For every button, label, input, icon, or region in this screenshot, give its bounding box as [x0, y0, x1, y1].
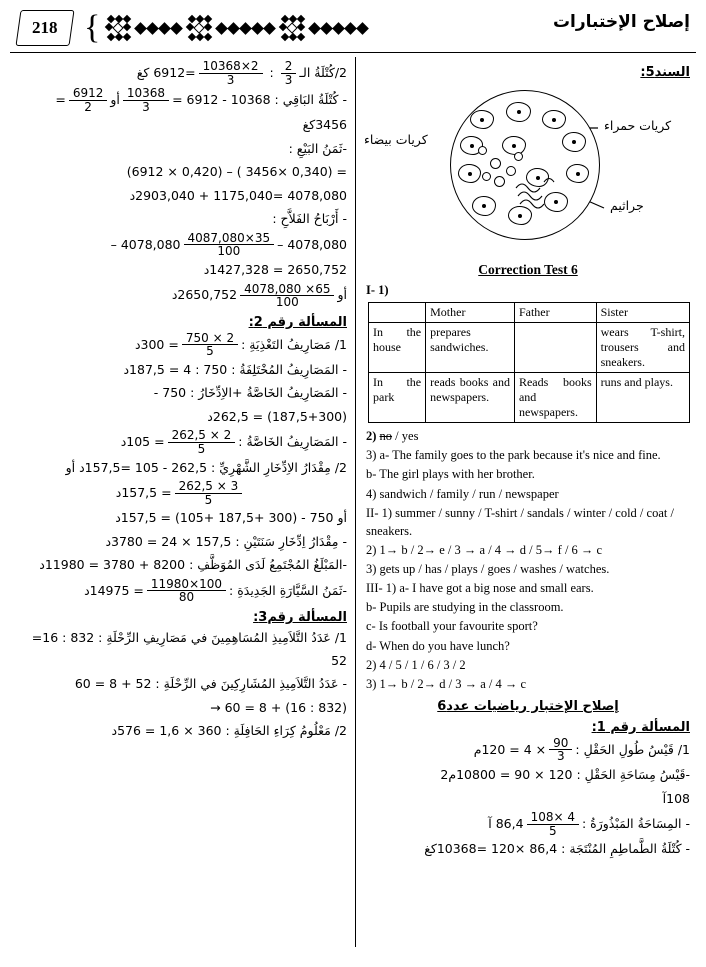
label-germs: جراثيم — [610, 198, 644, 213]
continued-solution — [14, 60, 347, 309]
english-answers — [366, 427, 690, 693]
fraction-denominator: 80 — [178, 590, 195, 605]
white-blood-cell — [482, 172, 491, 181]
fraction-6912-2 — [69, 87, 108, 113]
p2-line-7-tail: = 157,5د — [115, 484, 172, 500]
red-blood-cell — [542, 110, 566, 129]
cell-park-sister: runs and plays. — [596, 373, 689, 423]
source-label: السند5: — [640, 65, 690, 80]
table-row — [369, 323, 690, 373]
problem-2-title: المسألة رقم 2: — [248, 314, 347, 330]
page-title: إصلاح الإختبارات — [552, 12, 690, 32]
answer-III-2: 2) 4 / 5 / 1 / 6 / 3 / 2 — [366, 657, 466, 672]
germ-shapes — [514, 174, 570, 210]
cell-park-father: Reads books and newspapers. — [514, 373, 596, 423]
fraction-denominator: 5 — [548, 823, 557, 838]
left-column — [10, 57, 356, 947]
fraction-100x11980-80 — [147, 578, 226, 604]
cell-house-mother: prepares sandwiches. — [426, 323, 515, 373]
p1-line-3 — [366, 811, 690, 837]
fraction-numerator: 6912 — [69, 87, 108, 101]
p2-line-7 — [14, 480, 347, 506]
red-blood-cell — [502, 136, 526, 155]
fraction-90-3 — [549, 737, 572, 763]
p2-line-5-label: - المَصَارِيفُ الخَاصَّةُ : — [238, 434, 347, 450]
lc-line-4: -ثَمَنُ البَيْعِ : — [288, 140, 347, 156]
profit-line-3-tail: 2650,752د — [171, 287, 238, 303]
fraction-4x108-5 — [527, 811, 579, 837]
lc-line-2-label: - كُتْلَةُ البَاقِي : 10368 - 6912 = — [172, 92, 347, 108]
fraction-numerator: 10368 — [123, 87, 169, 101]
answer-II-3: 3) gets up / has / plays / goes / washes / watches. — [366, 562, 610, 576]
fraction-numerator: 90 — [549, 737, 572, 751]
ornament-block-1 — [280, 16, 304, 40]
header-divider — [10, 52, 696, 53]
fraction-numerator: 3 × 262,5 — [175, 480, 243, 494]
p2-line-1-tail: = 300د — [134, 336, 179, 352]
content-columns — [10, 57, 696, 947]
fraction-numerator: 2×10368 — [199, 60, 263, 74]
fraction-2x10368-3 — [199, 60, 263, 86]
problem-1-solution — [366, 737, 690, 861]
profit-line-1-lead: 4078,080 – — [277, 236, 347, 252]
fraction-10368-3 — [123, 87, 169, 113]
fraction-numerator: 65× 4078,080 — [240, 283, 334, 297]
answer-II-2: 2) 1→ b / 2→ e / 3 → a / 4 → d / 5→ f / 6 → c — [366, 542, 603, 557]
lc-line-2-eq: = — [55, 92, 66, 108]
answer-III-1d: d- When do you have lunch? — [366, 638, 510, 653]
p2-line-1-label: 1/ مَصَارِيفُ التَغْذِيَةِ : — [241, 336, 347, 352]
p2-line-5-tail: = 105د — [120, 434, 165, 450]
correction-test-title: Correction Test 6 — [478, 262, 578, 277]
fraction-2-3 — [281, 60, 297, 86]
answer-4: 4) sandwich / family / run / newspaper — [366, 486, 559, 501]
p1-line-3-tail: 86,4 آ — [488, 815, 524, 831]
table-header-mother: Mother — [426, 303, 515, 323]
answer-III-3: 3) 1→ b / 2→ d / 3 → a / 4 → c — [366, 676, 527, 691]
header-ornament-left — [84, 9, 367, 46]
profit-line-3-lead: أو — [337, 287, 347, 303]
problem-2-solution — [14, 332, 347, 604]
lc-line-1-colon: : — [265, 64, 278, 80]
lc-line-2-or: أو — [110, 92, 120, 108]
answer-2-strike: no — [379, 429, 393, 444]
p2-line-4: (187,5+300) = 262,5د — [207, 408, 347, 424]
lc-line-1-tail: =6912 كغ — [136, 64, 196, 80]
table-header-sister: Sister — [596, 303, 689, 323]
profit-line-1-tail: 4078,080 – — [110, 236, 181, 252]
fraction-35x4087080-100 — [184, 232, 275, 258]
page-number: 218 — [32, 18, 58, 37]
white-blood-cell — [514, 152, 523, 161]
label-red-cells: كريات حمراء — [604, 118, 672, 133]
p2-line-11 — [14, 578, 347, 604]
profit-line-1 — [14, 232, 347, 258]
ornament-brace: } — [84, 9, 101, 46]
math-test-correction-title: إصلاح الإختبار رياضيات عدد6 — [437, 698, 619, 714]
right-column — [356, 57, 696, 947]
p1-line-1-label: 1/ قَيْسُ طُولِ الحَقْلِ : — [575, 741, 690, 757]
red-blood-cell — [470, 110, 494, 129]
lc-line-2 — [14, 87, 347, 113]
page-header — [10, 6, 696, 50]
profit-line-3 — [14, 283, 347, 309]
fraction-denominator: 3 — [142, 99, 150, 114]
fraction-numerator: 35×4087,080 — [184, 232, 275, 246]
red-blood-cell — [562, 132, 586, 152]
red-blood-cell — [472, 196, 496, 216]
p3-line-1: 1/ عَدَدُ التَّلاَمِيذِ المُسَاهِمِينَ في مَصَارِيفِ الرِّحْلَةِ : 832 : 16= 52 — [31, 630, 347, 668]
p2-line-2: - المَصَارِيفُ المُخْتَلِفَةُ : 750 : 4 = 187,5د — [123, 361, 347, 377]
fraction-numerator: 2 × 262,5 — [168, 429, 236, 443]
fraction-denominator: 100 — [275, 295, 299, 310]
profit-line-2: 2650,752 = 1427,328د — [203, 262, 347, 278]
label-white-cells: كريات بيضاء — [364, 132, 428, 147]
fraction-3x2625-5 — [175, 480, 243, 506]
p2-line-11-tail: = 14975د — [84, 582, 144, 598]
lc-line-3: 3456كغ — [302, 117, 347, 133]
fraction-denominator: 5 — [206, 344, 214, 359]
fraction-denominator: 3 — [556, 749, 565, 764]
p2-line-5 — [14, 429, 347, 455]
row-label-park: In the park — [369, 373, 426, 423]
p1-line-4: - كُتْلَةُ الطَّماطِمِ المُنْتَجَة : 86,4 ×120 =10368كغ — [424, 841, 690, 857]
family-activities-table — [368, 302, 690, 423]
cell-house-father — [514, 323, 596, 373]
fraction-numerator: 2 — [281, 60, 297, 74]
problem-3-solution — [14, 627, 347, 743]
answer-III-1b: b- Pupils are studying in the classroom. — [366, 600, 564, 615]
fraction-denominator: 3 — [284, 72, 293, 87]
cell-house-sister: wears T-shirt, trousers and sneakers. — [596, 323, 689, 373]
p1-line-1-tail: × 4 = 120م — [473, 741, 547, 757]
answer-III-1a: III- 1) a- I have got a big nose and small ears. — [366, 581, 594, 596]
problem-3-title: المسألة رقم3: — [253, 610, 347, 625]
lc-line-1 — [14, 60, 347, 86]
p3-line-2: - عَدَدُ التَّلاَمِيذِ المُشَارِكِينَ في الرِّحْلَةِ : 52 + 8 = 60 — [74, 676, 347, 691]
p2-line-6: 2/ مِقْدَارُ الاِدِّخَارِ الشَّهْرِيِّ : 262,5 - 105 =157,5د أو — [65, 459, 347, 475]
section-I-label: I- 1) — [366, 283, 389, 297]
answer-3b: b- The girl plays with her brother. — [366, 467, 535, 482]
fraction-denominator: 100 — [217, 244, 241, 259]
red-blood-cell — [506, 102, 531, 122]
white-blood-cell — [478, 146, 487, 155]
ornament-block-3 — [106, 16, 130, 40]
table-header-blank — [369, 303, 426, 323]
lc-line-6: 4078,080 =1175,040 + 2903,040د — [129, 187, 347, 203]
fraction-denominator: 5 — [204, 492, 213, 507]
p2-line-9: - مِقْدَارُ اِدِّخَارِ سَنَتَيْنِ : 157,5 × 24 = 3780د — [105, 533, 347, 549]
fraction-denominator: 5 — [197, 442, 206, 457]
white-blood-cell — [490, 158, 501, 169]
fraction-numerator: 4 ×108 — [527, 811, 579, 825]
p1-line-3-label: - المِسَاحَةُ المَبْذُورَةُ : — [581, 815, 690, 831]
answer-II-1: II- 1) summer / sunny / T-shirt / sandals / winter / cold / coat / sneakers. — [366, 505, 674, 538]
fraction-numerator: 2 × 750 — [182, 332, 238, 346]
lc-line-5: = (0,340 ×3456 ) – (0,420 × 6912) — [126, 164, 347, 180]
lc-line-7: - أَرْبَاحُ الفَلاَّحِ : — [272, 211, 347, 227]
fraction-2x2625-5 — [168, 429, 236, 455]
answer-2: 2) no / yes — [366, 429, 419, 444]
ornament-block-2 — [187, 16, 211, 40]
fraction-denominator: 3 — [226, 72, 235, 87]
cell-park-mother: reads books and newspapers. — [426, 373, 515, 423]
blood-cell-diagram — [366, 84, 690, 254]
p2-line-1 — [14, 332, 347, 358]
table-row — [369, 303, 690, 323]
p2-line-3: - المَصَارِيفُ الخَاصَّةُ +الاِدِّخَارُ : 750 - — [153, 385, 347, 401]
table-row — [369, 373, 690, 423]
white-blood-cell — [494, 176, 505, 187]
p3-line-4: 2/ مَعْلُومُ كِرَاءِ الحَافِلَةِ : 360 × 1,6 = 576د — [111, 723, 347, 738]
answer-3a: 3) a- The family goes to the park because it's nice and fine. — [366, 448, 661, 463]
lc-line-1-label: 2/كُتْلَةُ الـ — [299, 64, 347, 80]
fraction-numerator: 100×11980 — [147, 578, 226, 592]
table-header-father: Father — [514, 303, 596, 323]
p1-line-2b: 108آ — [662, 790, 690, 806]
answer-2-number: 2) — [366, 429, 377, 444]
fraction-65x4078080-100 — [240, 283, 334, 309]
fraction-2x750-5 — [182, 332, 238, 358]
answer-2-keep: yes — [401, 429, 419, 444]
p1-line-2: -قَيْسُ مِسَاحَةِ الحَقْلِ : 120 × 90 = 10800م2 — [440, 767, 690, 783]
p2-line-10: -المَبْلَغُ المُجْتَمِعُ لَدَى المُوَظَّفِ : 8200 + 3780 = 11980د — [39, 557, 347, 573]
page-number-badge — [15, 10, 74, 46]
answer-III-1c: c- Is football your favourite sport? — [366, 619, 538, 634]
fraction-denominator: 2 — [84, 99, 92, 114]
row-label-house: In the house — [369, 323, 426, 373]
p3-line-3: (832 : 16) + 8 = 60 → — [210, 699, 347, 715]
p1-line-1 — [366, 737, 690, 763]
problem-1-title: المسألة رقم 1: — [591, 719, 690, 735]
red-blood-cell — [458, 164, 481, 183]
p2-line-8: أو 750 - (300 +187,5 +105) = 157,5د — [115, 510, 347, 526]
p2-line-11-label: -ثَمَنُ السَّيَّارَةِ الجَدِيدَةِ : — [229, 582, 347, 598]
